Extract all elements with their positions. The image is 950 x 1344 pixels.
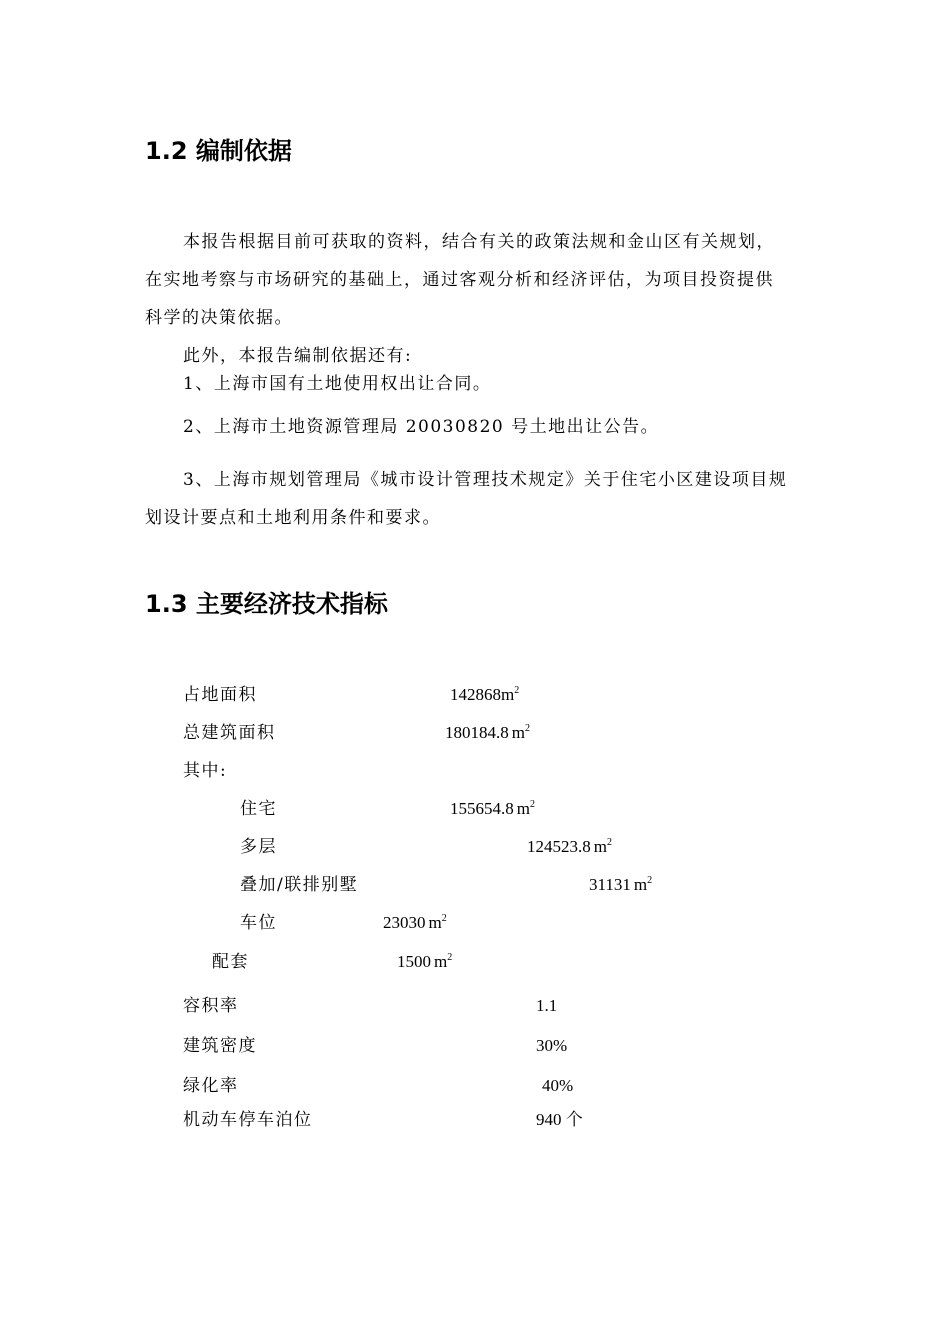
basis-item-1: 1、上海市国有土地使用权出让合同。: [183, 374, 492, 394]
indicator-label-green-ratio: 绿化率: [183, 1076, 239, 1096]
indicator-value-land-area: $142868m^2$: [450, 685, 520, 704]
indicator-label-plot-ratio: 容积率: [183, 996, 239, 1016]
indicator-value-green-ratio: 40%: [542, 1076, 574, 1095]
indicator-label-land-area: 占地面积: [183, 685, 257, 705]
indicator-label-total-floor-area: 总建筑面积: [183, 723, 276, 743]
indicator-label-villa: 叠加/联排别墅: [240, 875, 359, 895]
indicator-value-multi-storey: 124523.8 $m^2$: [527, 837, 612, 856]
indicator-label-multi-storey: 多层: [240, 837, 277, 857]
section-1-3-title: 1.3 主要经济技术指标: [145, 590, 388, 618]
indicator-label-building-density: 建筑密度: [183, 1036, 257, 1056]
basis-paragraph-line-1: 本报告根据目前可获取的资料，结合有关的政策法规和金山区有关规划，: [183, 232, 775, 252]
indicator-label-residential: 住宅: [240, 799, 277, 819]
indicator-label-supporting: 配套: [212, 952, 249, 972]
indicator-value-villa: 31131 $m^2$: [589, 875, 653, 894]
indicator-value-residential: 155654.8 $m^2$: [450, 799, 535, 818]
basis-paragraph-line-2: 在实地考察与市场研究的基础上，通过客观分析和经济评估，为项目投资提供: [145, 270, 774, 290]
basis-item-2: 2、上海市土地资源管理局 20030820 号土地出让公告。: [183, 417, 660, 437]
indicator-label-parking-spaces: 机动车停车泊位: [183, 1110, 313, 1130]
basis-intro: 此外，本报告编制依据还有:: [183, 346, 413, 366]
indicator-value-plot-ratio: 1.1: [536, 996, 558, 1015]
basis-item-3-line-1: 3、上海市规划管理局《城市设计管理技术规定》关于住宅小区建设项目规: [183, 470, 788, 490]
indicator-label-parking-area: 车位: [240, 913, 277, 933]
indicator-label-of-which: 其中:: [183, 761, 228, 781]
indicator-value-building-density: 30%: [536, 1036, 568, 1055]
basis-item-3-line-2: 划设计要点和土地利用条件和要求。: [145, 508, 441, 528]
indicator-value-parking-area: 23030 $m^2$: [383, 913, 447, 932]
basis-paragraph-line-3: 科学的决策依据。: [145, 308, 293, 328]
indicator-value-total-floor-area: 180184.8 $m^2$: [445, 723, 530, 742]
section-1-2-title: 1.2 编制依据: [145, 137, 292, 165]
indicator-value-parking-spaces: 940 个: [536, 1110, 583, 1129]
indicator-value-supporting: 1500 $m^2$: [397, 952, 453, 971]
